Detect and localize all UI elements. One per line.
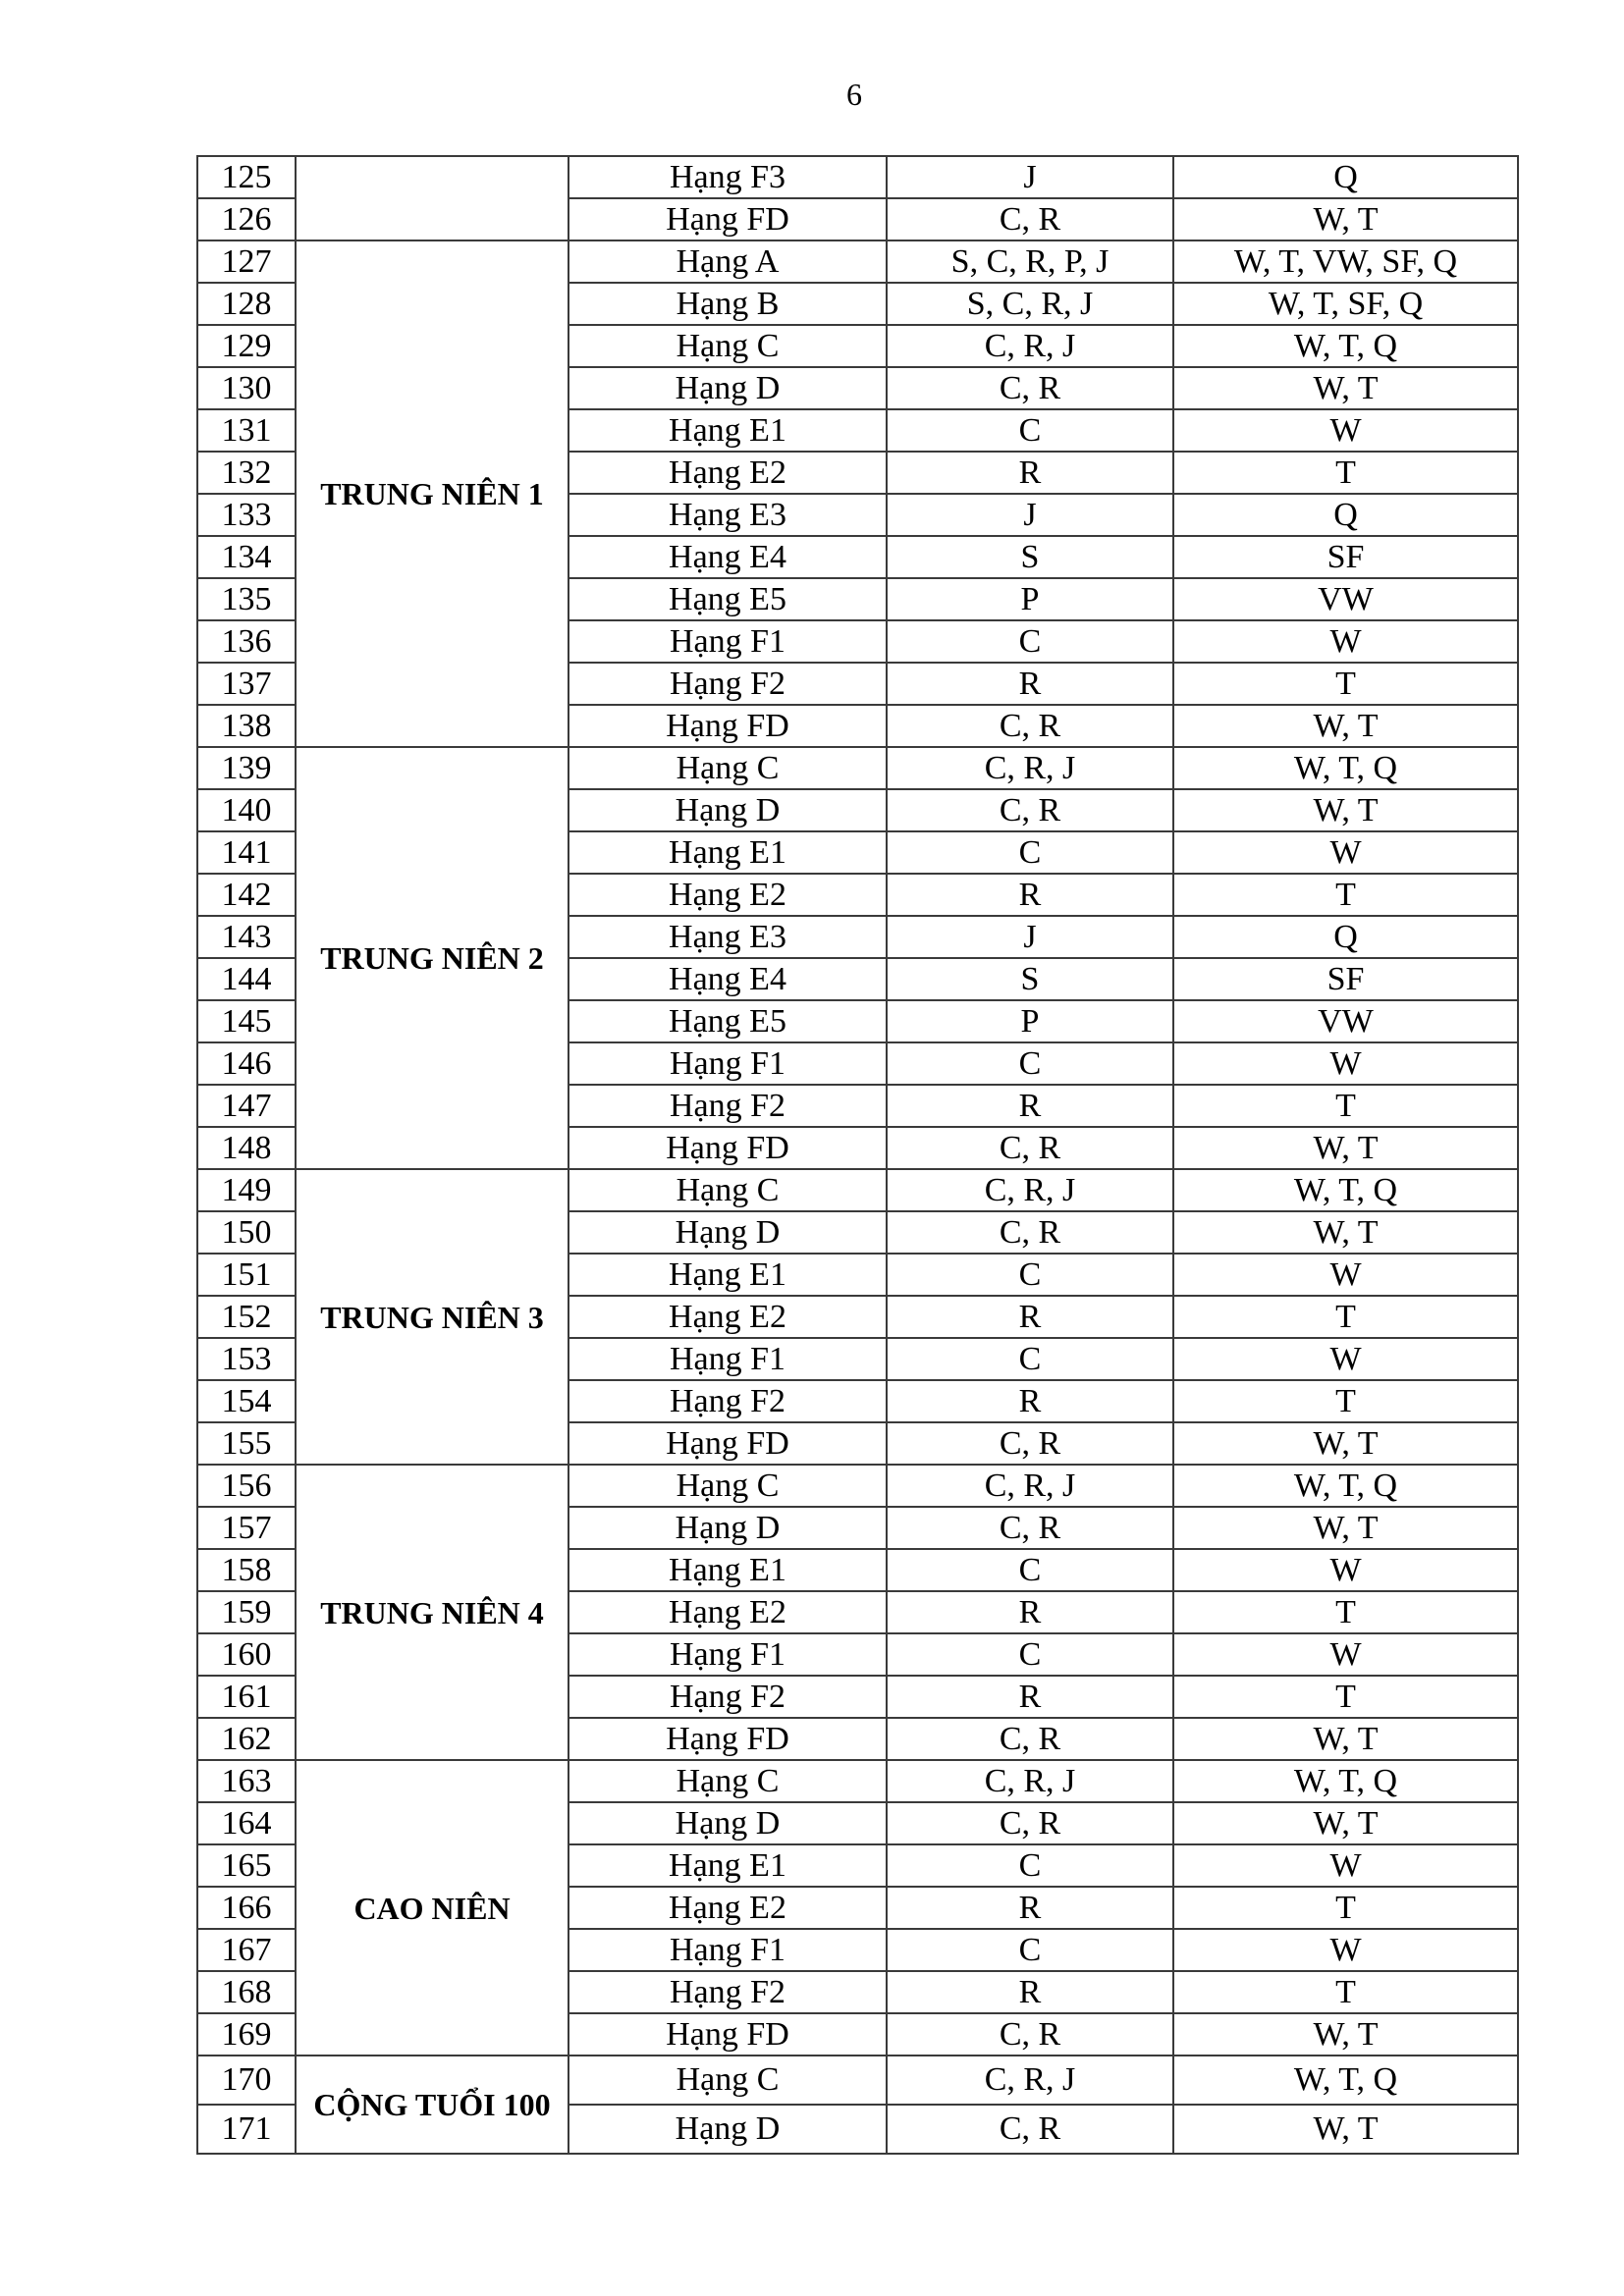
class-cell: Hạng E1 bbox=[568, 1549, 887, 1591]
class-cell: Hạng F1 bbox=[568, 620, 887, 663]
class-cell: Hạng E5 bbox=[568, 578, 887, 620]
row-number-cell: 143 bbox=[197, 916, 296, 958]
row-number-cell: 150 bbox=[197, 1211, 296, 1254]
class-cell: Hạng E4 bbox=[568, 536, 887, 578]
code-set-b-cell: W bbox=[1173, 1042, 1518, 1085]
code-set-b-cell: W bbox=[1173, 409, 1518, 452]
class-cell: Hạng E1 bbox=[568, 1844, 887, 1887]
table-row bbox=[197, 240, 1518, 283]
class-cell: Hạng E2 bbox=[568, 452, 887, 494]
code-set-b-cell: W bbox=[1173, 1844, 1518, 1887]
row-number-cell: 128 bbox=[197, 283, 296, 325]
row-number-cell: 167 bbox=[197, 1929, 296, 1971]
row-number-cell: 125 bbox=[197, 156, 296, 198]
table-row bbox=[197, 1169, 1518, 1211]
table-row bbox=[197, 1760, 1518, 1802]
code-set-b-cell: W, T, Q bbox=[1173, 1465, 1518, 1507]
code-set-a-cell: R bbox=[887, 1085, 1173, 1127]
code-set-a-cell: C bbox=[887, 620, 1173, 663]
code-set-b-cell: T bbox=[1173, 1676, 1518, 1718]
row-number-cell: 135 bbox=[197, 578, 296, 620]
code-set-a-cell: R bbox=[887, 1380, 1173, 1422]
code-set-a-cell: C, R bbox=[887, 789, 1173, 831]
code-set-a-cell: C bbox=[887, 1549, 1173, 1591]
age-group-cell: CAO NIÊN bbox=[296, 1760, 568, 2056]
row-number-cell: 151 bbox=[197, 1254, 296, 1296]
code-set-b-cell: W, T bbox=[1173, 1211, 1518, 1254]
code-set-a-cell: C bbox=[887, 1844, 1173, 1887]
row-number-cell: 165 bbox=[197, 1844, 296, 1887]
code-set-a-cell: C bbox=[887, 409, 1173, 452]
row-number-cell: 132 bbox=[197, 452, 296, 494]
row-number-cell: 170 bbox=[197, 2056, 296, 2105]
code-set-a-cell: R bbox=[887, 452, 1173, 494]
class-cell: Hạng F1 bbox=[568, 1633, 887, 1676]
class-cell: Hạng C bbox=[568, 1169, 887, 1211]
code-set-a-cell: R bbox=[887, 1887, 1173, 1929]
class-cell: Hạng E2 bbox=[568, 1887, 887, 1929]
code-set-a-cell: C, R bbox=[887, 2013, 1173, 2056]
code-set-b-cell: W, T, Q bbox=[1173, 747, 1518, 789]
code-set-a-cell: C, R, J bbox=[887, 747, 1173, 789]
table-row bbox=[197, 747, 1518, 789]
code-set-a-cell: R bbox=[887, 1296, 1173, 1338]
row-number-cell: 169 bbox=[197, 2013, 296, 2056]
code-set-b-cell: W bbox=[1173, 620, 1518, 663]
code-set-a-cell: J bbox=[887, 916, 1173, 958]
code-set-b-cell: W, T bbox=[1173, 198, 1518, 240]
code-set-b-cell: W bbox=[1173, 1549, 1518, 1591]
class-cell: Hạng F1 bbox=[568, 1929, 887, 1971]
code-set-b-cell: T bbox=[1173, 1296, 1518, 1338]
row-number-cell: 146 bbox=[197, 1042, 296, 1085]
class-cell: Hạng F2 bbox=[568, 1380, 887, 1422]
table-row bbox=[197, 2056, 1518, 2105]
class-cell: Hạng C bbox=[568, 747, 887, 789]
code-set-a-cell: C, R bbox=[887, 1422, 1173, 1465]
class-cell: Hạng E3 bbox=[568, 916, 887, 958]
row-number-cell: 162 bbox=[197, 1718, 296, 1760]
age-group-cell bbox=[296, 156, 568, 240]
code-set-b-cell: T bbox=[1173, 452, 1518, 494]
class-cell: Hạng F2 bbox=[568, 1085, 887, 1127]
code-set-b-cell: W, T, Q bbox=[1173, 1760, 1518, 1802]
row-number-cell: 153 bbox=[197, 1338, 296, 1380]
row-number-cell: 136 bbox=[197, 620, 296, 663]
code-set-a-cell: R bbox=[887, 1971, 1173, 2013]
code-set-a-cell: R bbox=[887, 1591, 1173, 1633]
row-number-cell: 154 bbox=[197, 1380, 296, 1422]
row-number-cell: 158 bbox=[197, 1549, 296, 1591]
row-number-cell: 131 bbox=[197, 409, 296, 452]
code-set-a-cell: C bbox=[887, 831, 1173, 874]
row-number-cell: 139 bbox=[197, 747, 296, 789]
code-set-a-cell: C, R, J bbox=[887, 325, 1173, 367]
class-cell: Hạng B bbox=[568, 283, 887, 325]
code-set-a-cell: P bbox=[887, 1000, 1173, 1042]
code-set-b-cell: W, T, Q bbox=[1173, 2056, 1518, 2105]
class-cell: Hạng E5 bbox=[568, 1000, 887, 1042]
row-number-cell: 129 bbox=[197, 325, 296, 367]
row-number-cell: 156 bbox=[197, 1465, 296, 1507]
row-number-cell: 140 bbox=[197, 789, 296, 831]
code-set-a-cell: C, R bbox=[887, 705, 1173, 747]
code-set-b-cell: VW bbox=[1173, 1000, 1518, 1042]
class-cell: Hạng C bbox=[568, 1760, 887, 1802]
code-set-b-cell: W bbox=[1173, 831, 1518, 874]
class-cell: Hạng D bbox=[568, 367, 887, 409]
class-cell: Hạng D bbox=[568, 1507, 887, 1549]
code-set-a-cell: C bbox=[887, 1042, 1173, 1085]
row-number-cell: 145 bbox=[197, 1000, 296, 1042]
page-number: 6 bbox=[846, 77, 862, 112]
row-number-cell: 166 bbox=[197, 1887, 296, 1929]
code-set-a-cell: C, R bbox=[887, 2105, 1173, 2154]
class-cell: Hạng F2 bbox=[568, 663, 887, 705]
code-set-a-cell: S, C, R, P, J bbox=[887, 240, 1173, 283]
code-set-a-cell: C bbox=[887, 1633, 1173, 1676]
class-cell: Hạng E4 bbox=[568, 958, 887, 1000]
table-row bbox=[197, 156, 1518, 198]
class-cell: Hạng E2 bbox=[568, 874, 887, 916]
code-set-a-cell: P bbox=[887, 578, 1173, 620]
code-set-a-cell: C, R, J bbox=[887, 1465, 1173, 1507]
row-number-cell: 144 bbox=[197, 958, 296, 1000]
code-set-a-cell: R bbox=[887, 874, 1173, 916]
age-group-cell: CỘNG TUỔI 100 bbox=[296, 2056, 568, 2154]
code-set-a-cell: C, R bbox=[887, 1718, 1173, 1760]
code-set-a-cell: C, R bbox=[887, 198, 1173, 240]
row-number-cell: 127 bbox=[197, 240, 296, 283]
code-set-a-cell: C, R bbox=[887, 1211, 1173, 1254]
code-set-a-cell: C, R bbox=[887, 367, 1173, 409]
code-set-a-cell: S bbox=[887, 536, 1173, 578]
class-cell: Hạng FD bbox=[568, 2013, 887, 2056]
code-set-a-cell: J bbox=[887, 494, 1173, 536]
class-cell: Hạng F2 bbox=[568, 1971, 887, 2013]
code-set-b-cell: W bbox=[1173, 1338, 1518, 1380]
class-cell: Hạng D bbox=[568, 2105, 887, 2154]
class-cell: Hạng FD bbox=[568, 1718, 887, 1760]
row-number-cell: 147 bbox=[197, 1085, 296, 1127]
table-row bbox=[197, 1465, 1518, 1507]
class-cell: Hạng FD bbox=[568, 198, 887, 240]
code-set-b-cell: W bbox=[1173, 1254, 1518, 1296]
row-number-cell: 149 bbox=[197, 1169, 296, 1211]
class-cell: Hạng FD bbox=[568, 1422, 887, 1465]
code-set-b-cell: W, T, Q bbox=[1173, 1169, 1518, 1211]
class-cell: Hạng F2 bbox=[568, 1676, 887, 1718]
age-group-cell: TRUNG NIÊN 1 bbox=[296, 240, 568, 747]
row-number-cell: 142 bbox=[197, 874, 296, 916]
class-cell: Hạng E3 bbox=[568, 494, 887, 536]
code-set-b-cell: W, T, SF, Q bbox=[1173, 283, 1518, 325]
row-number-cell: 160 bbox=[197, 1633, 296, 1676]
class-cell: Hạng E1 bbox=[568, 1254, 887, 1296]
age-group-cell: TRUNG NIÊN 4 bbox=[296, 1465, 568, 1760]
code-set-a-cell: R bbox=[887, 663, 1173, 705]
code-set-a-cell: J bbox=[887, 156, 1173, 198]
code-set-a-cell: C bbox=[887, 1254, 1173, 1296]
code-set-b-cell: VW bbox=[1173, 578, 1518, 620]
row-number-cell: 138 bbox=[197, 705, 296, 747]
row-number-cell: 141 bbox=[197, 831, 296, 874]
class-cell: Hạng E2 bbox=[568, 1296, 887, 1338]
code-set-a-cell: C, R bbox=[887, 1507, 1173, 1549]
row-number-cell: 164 bbox=[197, 1802, 296, 1844]
code-set-b-cell: T bbox=[1173, 1591, 1518, 1633]
row-number-cell: 155 bbox=[197, 1422, 296, 1465]
code-set-b-cell: Q bbox=[1173, 156, 1518, 198]
class-cell: Hạng C bbox=[568, 1465, 887, 1507]
class-cell: Hạng E1 bbox=[568, 831, 887, 874]
code-set-b-cell: T bbox=[1173, 663, 1518, 705]
code-set-a-cell: S bbox=[887, 958, 1173, 1000]
category-table bbox=[196, 155, 1519, 2155]
code-set-b-cell: W, T bbox=[1173, 705, 1518, 747]
row-number-cell: 126 bbox=[197, 198, 296, 240]
class-cell: Hạng F1 bbox=[568, 1042, 887, 1085]
class-cell: Hạng C bbox=[568, 325, 887, 367]
code-set-b-cell: W, T bbox=[1173, 1507, 1518, 1549]
code-set-b-cell: W, T bbox=[1173, 1127, 1518, 1169]
age-group-cell: TRUNG NIÊN 3 bbox=[296, 1169, 568, 1465]
code-set-b-cell: T bbox=[1173, 874, 1518, 916]
code-set-b-cell: W, T bbox=[1173, 367, 1518, 409]
row-number-cell: 133 bbox=[197, 494, 296, 536]
code-set-b-cell: Q bbox=[1173, 916, 1518, 958]
row-number-cell: 161 bbox=[197, 1676, 296, 1718]
code-set-a-cell: C, R, J bbox=[887, 2056, 1173, 2105]
class-cell: Hạng FD bbox=[568, 1127, 887, 1169]
code-set-b-cell: W bbox=[1173, 1633, 1518, 1676]
class-cell: Hạng D bbox=[568, 1211, 887, 1254]
code-set-b-cell: W, T bbox=[1173, 1422, 1518, 1465]
code-set-b-cell: W, T bbox=[1173, 2105, 1518, 2154]
code-set-a-cell: C bbox=[887, 1929, 1173, 1971]
code-set-b-cell: T bbox=[1173, 1971, 1518, 2013]
code-set-b-cell: T bbox=[1173, 1380, 1518, 1422]
code-set-b-cell: SF bbox=[1173, 536, 1518, 578]
class-cell: Hạng C bbox=[568, 2056, 887, 2105]
code-set-b-cell: T bbox=[1173, 1085, 1518, 1127]
code-set-b-cell: W bbox=[1173, 1929, 1518, 1971]
code-set-a-cell: C, R bbox=[887, 1127, 1173, 1169]
row-number-cell: 159 bbox=[197, 1591, 296, 1633]
class-cell: Hạng F1 bbox=[568, 1338, 887, 1380]
code-set-a-cell: C, R bbox=[887, 1802, 1173, 1844]
code-set-a-cell: C, R, J bbox=[887, 1760, 1173, 1802]
class-cell: Hạng E1 bbox=[568, 409, 887, 452]
code-set-a-cell: S, C, R, J bbox=[887, 283, 1173, 325]
code-set-b-cell: SF bbox=[1173, 958, 1518, 1000]
row-number-cell: 163 bbox=[197, 1760, 296, 1802]
code-set-b-cell: W, T bbox=[1173, 1718, 1518, 1760]
class-cell: Hạng D bbox=[568, 1802, 887, 1844]
row-number-cell: 168 bbox=[197, 1971, 296, 2013]
row-number-cell: 148 bbox=[197, 1127, 296, 1169]
table-body bbox=[197, 156, 1518, 2154]
class-cell: Hạng F3 bbox=[568, 156, 887, 198]
code-set-b-cell: W, T bbox=[1173, 789, 1518, 831]
row-number-cell: 157 bbox=[197, 1507, 296, 1549]
code-set-b-cell: W, T bbox=[1173, 2013, 1518, 2056]
code-set-a-cell: R bbox=[887, 1676, 1173, 1718]
row-number-cell: 134 bbox=[197, 536, 296, 578]
row-number-cell: 152 bbox=[197, 1296, 296, 1338]
class-cell: Hạng E2 bbox=[568, 1591, 887, 1633]
age-group-cell: TRUNG NIÊN 2 bbox=[296, 747, 568, 1169]
row-number-cell: 171 bbox=[197, 2105, 296, 2154]
row-number-cell: 130 bbox=[197, 367, 296, 409]
row-number-cell: 137 bbox=[197, 663, 296, 705]
code-set-b-cell: Q bbox=[1173, 494, 1518, 536]
class-cell: Hạng D bbox=[568, 789, 887, 831]
class-cell: Hạng FD bbox=[568, 705, 887, 747]
class-cell: Hạng A bbox=[568, 240, 887, 283]
code-set-b-cell: W, T, VW, SF, Q bbox=[1173, 240, 1518, 283]
code-set-a-cell: C, R, J bbox=[887, 1169, 1173, 1211]
code-set-b-cell: T bbox=[1173, 1887, 1518, 1929]
code-set-a-cell: C bbox=[887, 1338, 1173, 1380]
code-set-b-cell: W, T, Q bbox=[1173, 325, 1518, 367]
code-set-b-cell: W, T bbox=[1173, 1802, 1518, 1844]
